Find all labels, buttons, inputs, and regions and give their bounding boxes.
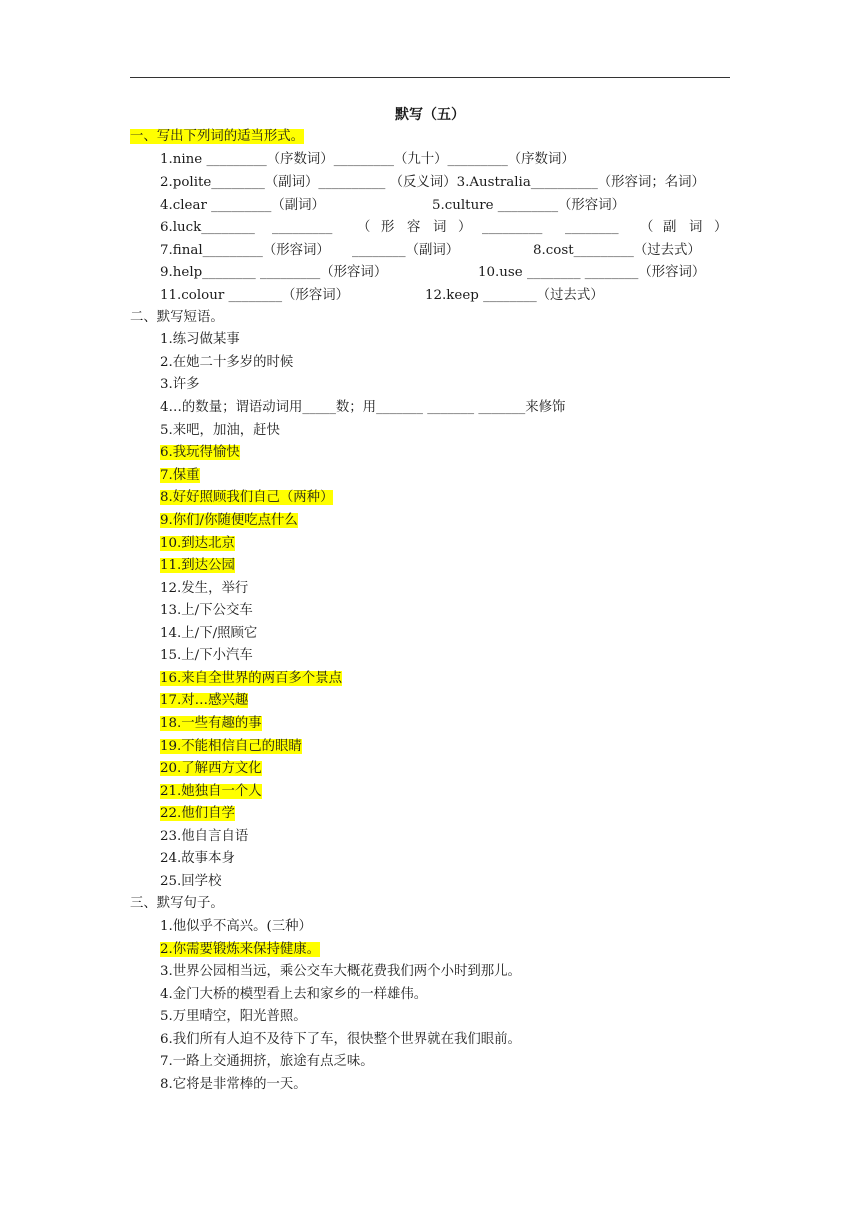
section1-heading: 一、写出下列词的适当形式。	[130, 129, 305, 144]
sentence-item-highlighted: 2.你需要锻炼来保持健康。	[160, 942, 321, 957]
s1-line-8: 8.cost_________（过去式）	[533, 243, 701, 258]
phrase-item: 4…的数量；谓语动词用_____数；用_______ _______ _______来修饰	[160, 400, 566, 415]
page-title: 默写（五）	[395, 107, 465, 123]
phrase-item-highlighted: 7.保重	[160, 468, 200, 483]
phrase-item-highlighted: 8.好好照顾我们自己（两种）	[160, 490, 334, 505]
header-rule	[130, 77, 730, 78]
phrase-item: 5.来吧，加油，赶快	[160, 423, 280, 438]
section3-heading: 三、默写句子。	[130, 896, 224, 911]
phrase-item: 25.回学校	[160, 874, 222, 889]
phrase-item-highlighted: 19.不能相信自己的眼睛	[160, 739, 302, 754]
phrase-item-highlighted: 22.他们自学	[160, 806, 235, 821]
s1-line-6-char: ）	[714, 220, 728, 235]
section2-heading: 二、默写短语。	[130, 310, 224, 325]
s1-line-6-char: ）	[458, 220, 472, 235]
s1-line-11: 11.colour ________（形容词）	[160, 288, 349, 303]
s1-line-6-char: 词	[433, 220, 447, 235]
phrase-item-highlighted: 10.到达北京	[160, 536, 235, 551]
s1-line-6-char: （	[640, 220, 654, 235]
s1-line-6-char: 词	[689, 220, 703, 235]
s1-line-5: 5.culture _________（形容词）	[432, 198, 625, 213]
s1-line-10: 10.use ________ ________（形容词）	[478, 265, 706, 280]
s1-line-6-blank: _________	[482, 220, 543, 235]
sentence-item: 4.金门大桥的模型看上去和家乡的一样雄伟。	[160, 987, 428, 1002]
phrase-item: 24.故事本身	[160, 851, 235, 866]
s1-line-6-char: （	[357, 220, 371, 235]
phrase-item-highlighted: 9.你们/你随便吃点什么	[160, 513, 298, 528]
s1-line-9: 9.help________ _________（形容词）	[160, 265, 388, 280]
phrase-item: 14.上/下/照顾它	[160, 626, 258, 641]
phrase-item-highlighted: 18.一些有趣的事	[160, 716, 262, 731]
s1-line-2: 2.polite________（副词）__________ （反义词）3.Australia__________（形容词；名词）	[160, 175, 705, 190]
sentence-item: 5.万里晴空，阳光普照。	[160, 1009, 307, 1024]
phrase-item: 2.在她二十多岁的时候	[160, 355, 294, 370]
phrase-item: 1.练习做某事	[160, 332, 240, 347]
s1-line-7: 7.final_________（形容词）	[160, 243, 330, 258]
phrase-item: 15.上/下小汽车	[160, 648, 253, 663]
s1-line-12: 12.keep ________（过去式）	[425, 288, 604, 303]
phrase-item: 23.他自言自语	[160, 829, 249, 844]
sentence-item: 7.一路上交通拥挤，旅途有点乏味。	[160, 1054, 374, 1069]
s1-line-4: 4.clear _________（副词）	[160, 198, 325, 213]
s1-line-6-char: 副	[663, 220, 677, 235]
s1-line-6-blank: _________	[272, 220, 333, 235]
phrase-item-highlighted: 16.来自全世界的两百多个景点	[160, 671, 342, 686]
sentence-item: 1.他似乎不高兴。(三种）	[160, 919, 312, 934]
sentence-item: 8.它将是非常棒的一天。	[160, 1077, 307, 1092]
phrase-item: 12.发生，举行	[160, 581, 249, 596]
phrase-item: 13.上/下公交车	[160, 603, 253, 618]
phrase-item-highlighted: 20.了解西方文化	[160, 761, 262, 776]
sentence-item: 3.世界公园相当远，乘公交车大概花费我们两个小时到那儿。	[160, 964, 521, 979]
phrase-item-highlighted: 21.她独自一个人	[160, 784, 262, 799]
phrase-item-highlighted: 11.到达公园	[160, 558, 235, 573]
phrase-item: 3.许多	[160, 377, 200, 392]
phrase-item-highlighted: 6.我玩得愉快	[160, 445, 240, 460]
s1-line-6-word: 6.luck________	[160, 220, 255, 235]
phrase-item-highlighted: 17.对…感兴趣	[160, 693, 249, 708]
s1-line-1: 1.nine _________（序数词）_________（九十）_________（序数词）	[160, 152, 575, 167]
s1-line-7b: ________（副词）	[352, 243, 460, 258]
s1-line-6-char: 形	[381, 220, 395, 235]
s1-line-6-blank: ________	[565, 220, 619, 235]
s1-line-6-char: 容	[407, 220, 421, 235]
sentence-item: 6.我们所有人迫不及待下了车，很快整个世界就在我们眼前。	[160, 1032, 521, 1047]
